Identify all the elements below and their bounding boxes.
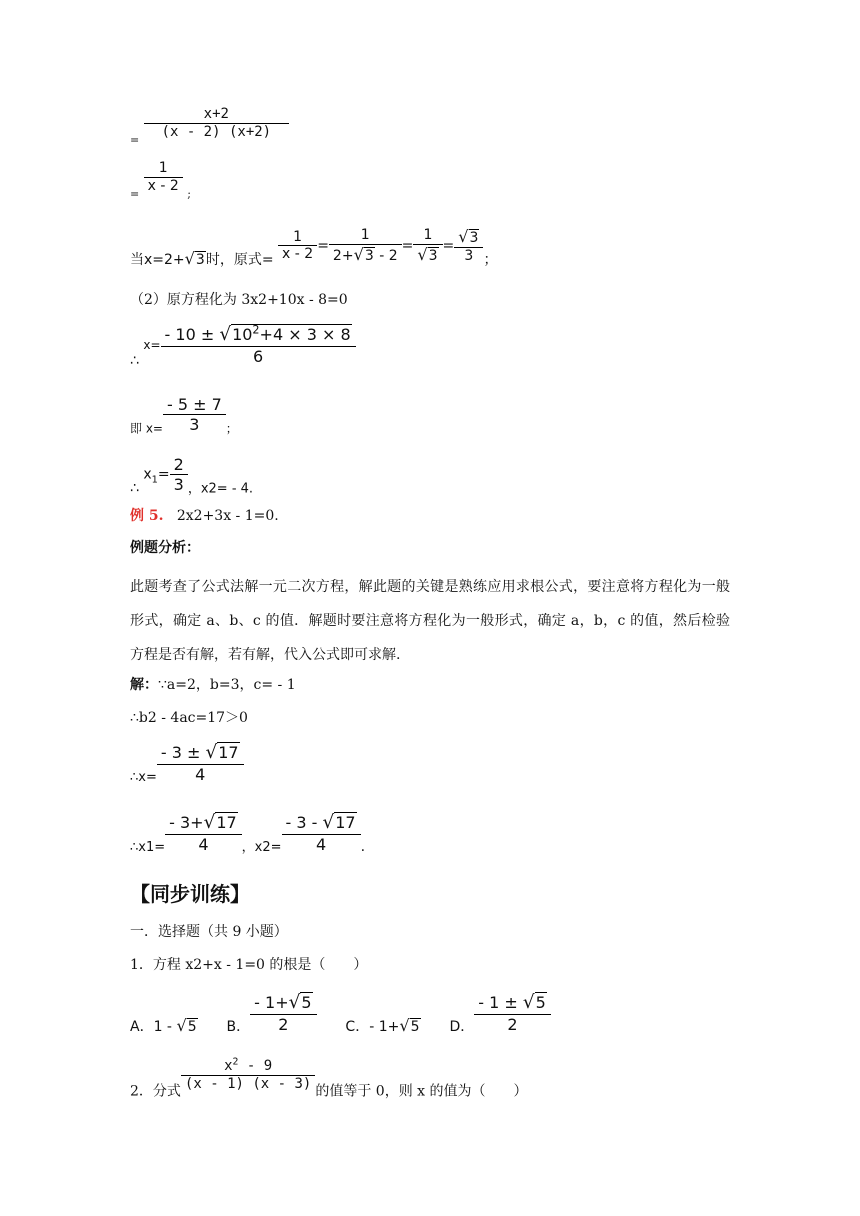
fraction <box>144 160 183 195</box>
denominator: 6 <box>161 346 356 366</box>
fraction <box>144 106 289 141</box>
fraction <box>170 455 188 494</box>
therefore-symbol: ∴ <box>130 480 139 497</box>
ji-line <box>130 395 238 436</box>
denominator: √3 <box>413 244 442 265</box>
equals-sign: = <box>130 133 140 147</box>
fraction-4 <box>454 227 483 265</box>
numerator: 1 <box>293 228 303 245</box>
question-2-prefix: 2．分式 <box>130 1083 181 1100</box>
equals-sign: = <box>157 466 170 483</box>
solution-label: 解： <box>130 677 158 693</box>
substitution-line: 当x=2+√3时，原式= $\frac{1}{x - 2}$ = $\frac{1}{2+√3 - 2}$ = $\frac{1}{√3}$ = $\frac{√3}{3}$ ； <box>130 227 498 268</box>
solution-line <box>130 677 296 694</box>
x-prefix: ∴x= <box>130 770 157 786</box>
fraction-x1 <box>165 812 242 854</box>
question-1: 1．方程 x2+x - 1=0 的根是（ ） <box>130 957 368 973</box>
numerator: - 3+√17 <box>169 812 237 833</box>
numerator: x+2 <box>203 106 229 122</box>
denominator: 3 <box>170 474 188 494</box>
semicolon: ； <box>225 421 238 436</box>
option-d[interactable]: D． $\frac{- 1 \pm √5}{2}$ <box>449 1005 550 1021</box>
example-5 <box>130 508 279 525</box>
step-a <box>130 106 289 146</box>
subscript: 1 <box>151 474 158 486</box>
denominator: 4 <box>165 834 242 854</box>
question-2 <box>130 1058 528 1100</box>
denominator: 3 <box>163 414 226 434</box>
numerator: 1 <box>360 227 370 243</box>
therefore-symbol: ∴ <box>130 353 139 370</box>
x-expression: x=2+ <box>144 251 185 268</box>
denominator: 2+√3 - 2 <box>329 244 402 265</box>
sync-training-heading: 【同步训练】 <box>130 882 250 906</box>
numerator: - 3 ± √17 <box>160 742 239 763</box>
period: . <box>360 839 366 856</box>
when-text: 当 <box>130 251 144 268</box>
discriminant-line: ∴b2 - 4ac=17＞0 <box>130 710 248 726</box>
x-equals: x= <box>143 338 161 353</box>
denominator: x - 2 <box>144 177 183 195</box>
sqrt-3: √3 <box>184 248 205 268</box>
numerator: 2 <box>173 455 184 474</box>
solution-x <box>130 742 244 786</box>
roots-line <box>130 455 253 497</box>
denominator: x - 2 <box>278 245 317 263</box>
numerator: √3 <box>458 227 479 246</box>
option-b[interactable]: B． $\frac{- 1+√5}{2}$ <box>227 1005 317 1021</box>
quadratic-formula-line <box>130 324 356 370</box>
fraction <box>181 1058 315 1093</box>
section-1-title: 一．选择题（共 9 小题） <box>130 924 288 940</box>
x1-prefix: ∴x1= <box>130 840 166 856</box>
part2-text: （2）原方程化为 3x2+10x - 8=0 <box>130 292 348 308</box>
denominator: (x - 1) (x - 3) <box>181 1075 315 1093</box>
x2-prefix: ，x2= <box>241 840 282 856</box>
numerator: - 5 ± 7 <box>166 395 222 414</box>
semicolon: ; <box>187 187 191 201</box>
option-c[interactable]: C．- 1+√5 <box>345 1016 420 1036</box>
numerator: - 3 - √17 <box>285 812 356 833</box>
option-a[interactable]: A．1 - √5 <box>130 1016 197 1036</box>
question-2-suffix: 的值等于 0，则 x 的值为（ ） <box>315 1083 528 1100</box>
example-equation: 2x2+3x - 1=0. <box>176 508 279 524</box>
analysis-title: 例题分析： <box>130 540 200 556</box>
x2-value: ，x2= - 4. <box>187 481 254 497</box>
solution-text: ∵a=2，b=3，c= - 1 <box>158 677 296 693</box>
fraction <box>157 742 244 784</box>
ji-prefix: 即 x= <box>130 421 163 436</box>
denominator: 4 <box>157 764 244 784</box>
fraction-1 <box>278 229 317 264</box>
fraction <box>163 395 226 434</box>
fraction-x2 <box>282 812 361 854</box>
solution-x1-x2 <box>130 812 365 856</box>
denominator: 4 <box>282 834 361 854</box>
example-label: 例 5. <box>130 508 164 524</box>
analysis-paragraph: 此题考查了公式法解一元二次方程，解此题的关键是熟练应用求根公式，要注意将方程化为一般形式，确定 a、b、c 的值．解题时要注意将方程化为一般形式，确定 a，b，c 的值，然后检验方程是否有解，若有解，代入公式即可求解. <box>130 579 730 663</box>
question-1-options <box>130 992 551 1036</box>
step-b <box>130 160 191 200</box>
numerator: - $10 \pm √10^2+4 \times 3 \times 8$ <box>164 323 351 345</box>
fraction-2 <box>329 227 402 265</box>
denominator: (x - 2) (x+2) <box>144 123 289 141</box>
formula-fraction <box>161 324 356 366</box>
semicolon: ； <box>483 251 498 268</box>
equals-sign: = <box>130 187 140 201</box>
numerator: 1 <box>423 227 433 243</box>
x-var: x <box>143 466 152 483</box>
fraction-3 <box>413 227 442 265</box>
denominator: 3 <box>454 247 483 265</box>
numerator: 1 <box>158 160 168 176</box>
numerator: $x^2 - 9$ <box>224 1056 273 1074</box>
when-suffix: 时，原式= <box>205 251 274 268</box>
